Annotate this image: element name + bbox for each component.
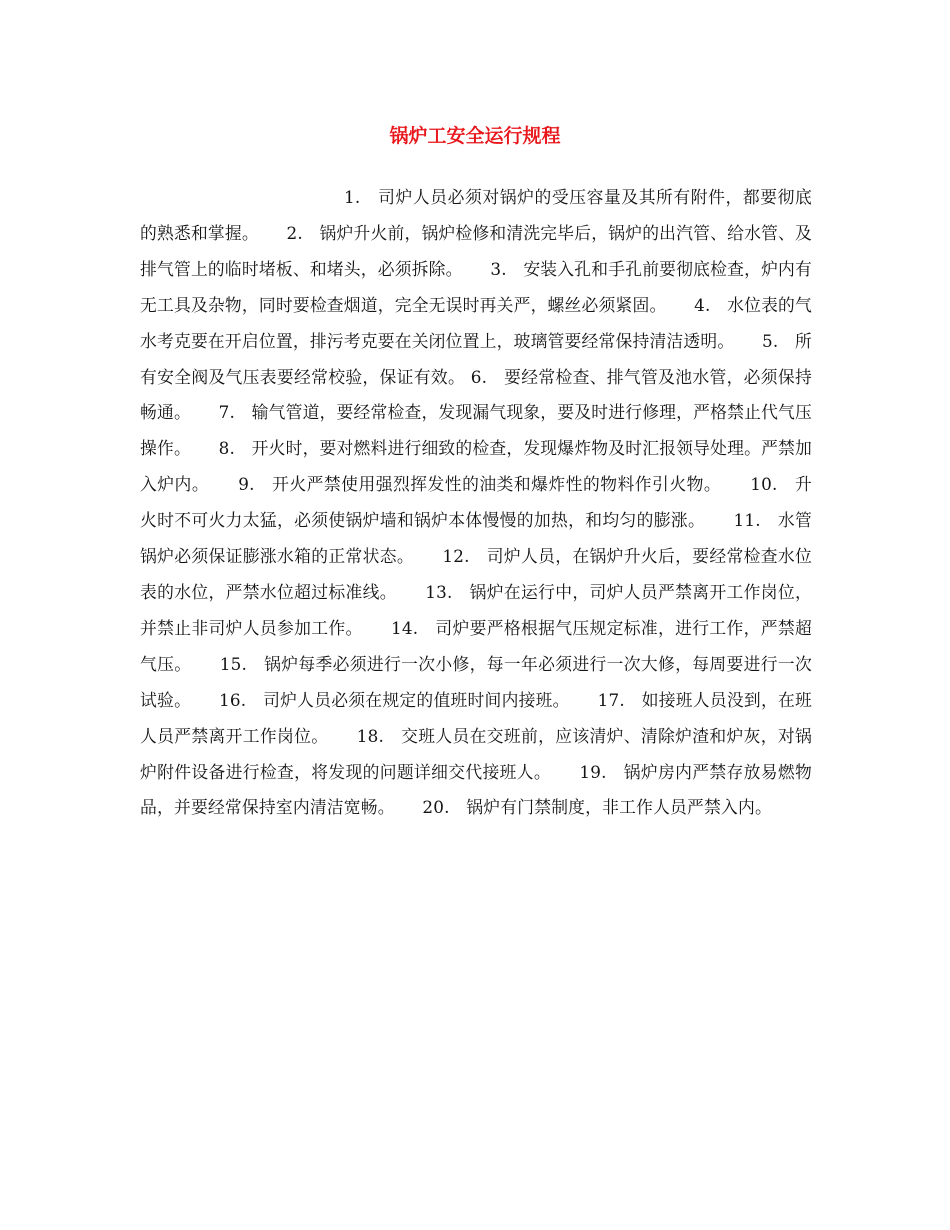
regulations-body: 1. 司炉人员必须对锅炉的受压容量及其所有附件，都要彻底的熟悉和掌握。 2. 锅炉升火前，锅炉检修和清洗完毕后，锅炉的出汽管、给水管、及排气管上的临时堵板、和堵头，必须拆除。 3. 安装入孔和手孔前要彻底检查，炉内有无工具及杂物，同时要检查烟道，完全无误时再关严，螺丝必须紧固。 4. 水位表的气水考克要在开启位置，排污考克要在关闭位置上，玻璃管要经常保持清洁透明。 5. 所有安全阀及气压表要经常校验，保证有效。 6. 要经常检查、排气管及池水管，必须保持畅通。 7. 输气管道，要经常检查，发现漏气现象，要及时进行修理，严格禁止代气压操作。 8. 开火时，要对燃料进行细致的检查，发现爆炸物及时汇报领导处理。严禁加入炉内。 9. 开火严禁使用强烈挥发性的油类和爆炸性的物料作引火物。 10. 升火时不可火力太猛，必须使锅炉墙和锅炉本体慢慢的加热，和均匀的膨涨。 11. 水管锅炉必须保证膨涨水箱的正常状态。 12. 司炉人员，在锅炉升火后，要经常检查水位表的水位，严禁水位超过标准线。 13. 锅炉在运行中，司炉人员严禁离开工作岗位，并禁止非司炉人员参加工作。 14. 司炉要严格根据气压规定标准，进行工作，严禁超气压。 15. 锅炉每季必须进行一次小修，每一年必须进行一次大修，每周要进行一次试验。 16. 司炉人员必须在规定的值班时间内接班。 17. 如接班人员没到，在班人员严禁离开工作岗位。 18. 交班人员在交班前，应该清炉、清除炉渣和炉灰，对锅炉附件设备进行检查，将发现的问题详细交代接班人。 19. 锅炉房内严禁存放易燃物品，并要经常保持室内清洁宽畅。 20. 锅炉有门禁制度，非工作人员严禁入内。 <box>140 187 813 818</box>
document-title: 锅炉工安全运行规程 <box>389 125 561 147</box>
